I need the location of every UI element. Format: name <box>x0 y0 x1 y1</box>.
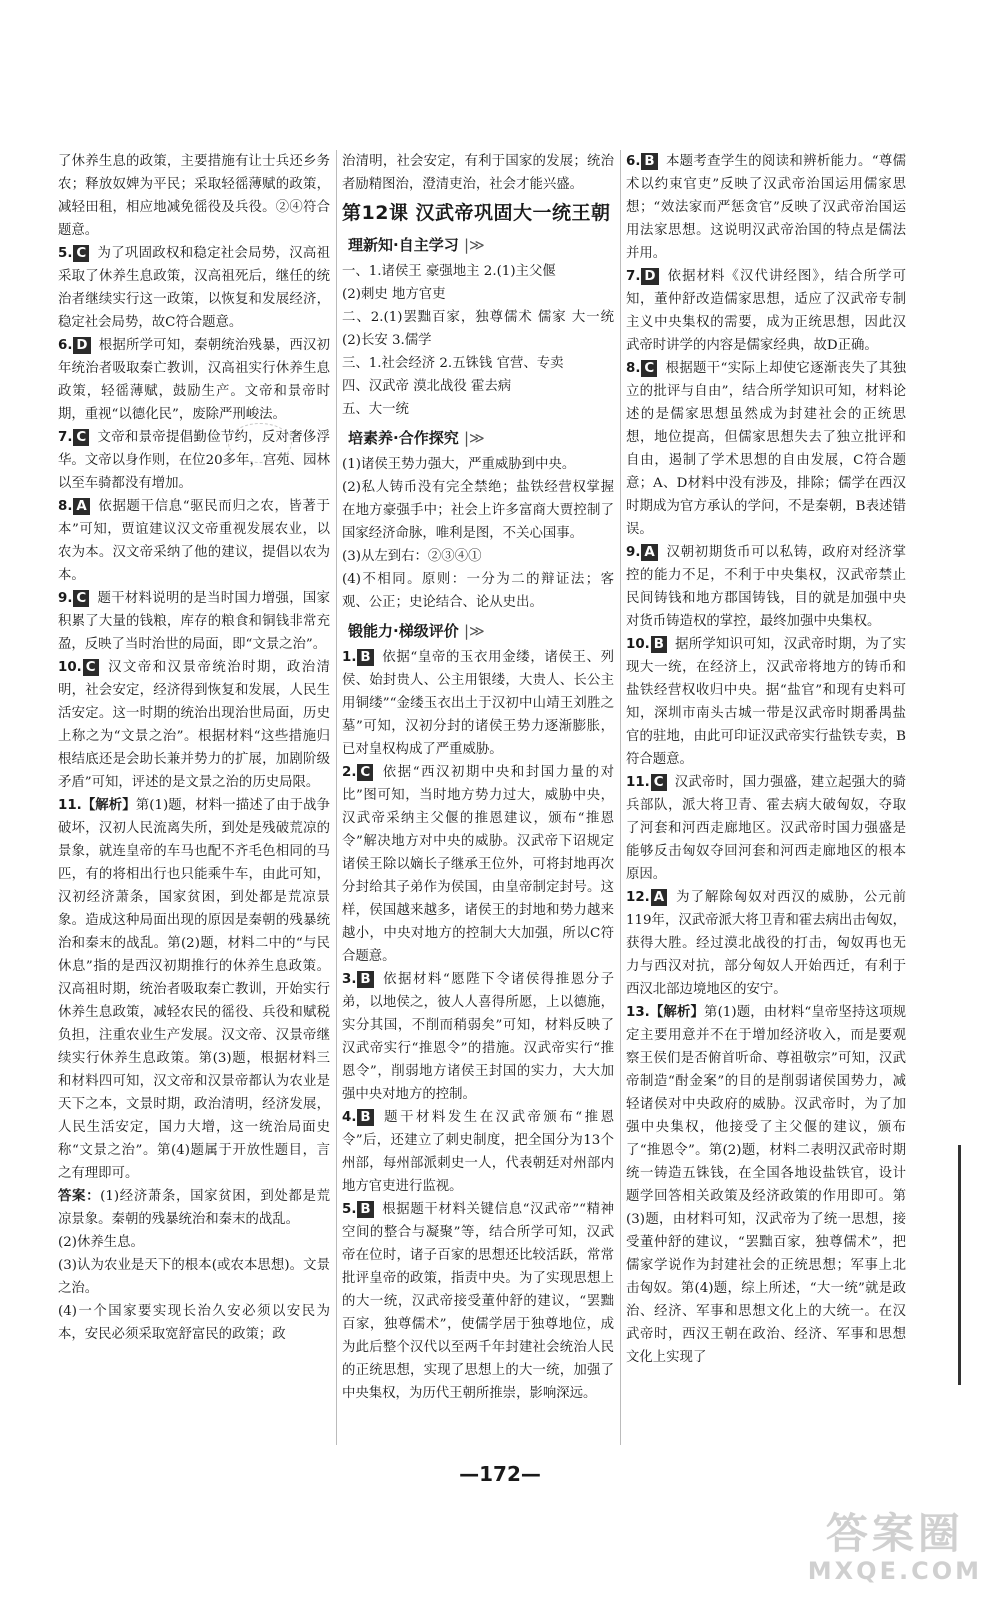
question-number: 13. <box>626 1005 650 1020</box>
explanation-text: 依据“西汉初期中央和封国力量的对比”图可知，当时地方势力过大，威胁中央，汉武帝采纳主父偃的推恩建议，颁布“推恩令”解决地方对中央的威胁。汉武帝下诏规定诸侯王除以嫡长子继承王位外，可将封地再次分封给其子弟作为侯国，由皇帝制定封号。这样，侯国越来越多，诸侯王的封地和势力越来越小，中央对地方的控制大大加强，所以C符合题意。 <box>342 765 614 964</box>
explanation-text: 了休养生息的政策，主要措施有让士兵还乡务农；释放奴婢为平民；采取轻徭薄赋的政策，减轻田租，相应地减免徭役及兵役。②④符合题意。 <box>58 154 330 238</box>
answer-badge: D <box>73 337 90 354</box>
answer-badge: A <box>73 498 89 515</box>
col2.items-item <box>342 646 614 761</box>
col3.items-item <box>626 265 906 357</box>
question-number: 11. <box>626 775 650 790</box>
question-number: 4. <box>342 1110 357 1125</box>
col1.paragraphs-item <box>58 334 330 426</box>
question-number: 8. <box>626 361 641 376</box>
col3-question-list <box>626 150 906 1369</box>
explanation-text: 根据题干“实际上却使它逐渐丧失了其独立的批评与自由”，结合所学知识可知，材料论述的是儒家思想虽然成为封建社会的正统思想，地位提高，但儒家思想失去了独立批评和自由，遏制了学术思想的自由发展，C符合题意；A、D材料中没有涉及，排除；儒学在西汉时期成为官方承认的学问，不是秦朝，B表述错误。 <box>626 361 906 537</box>
analysis-tag: 答案： <box>58 1189 101 1204</box>
answer-badge: A <box>641 544 657 561</box>
question-number: 2. <box>342 765 357 780</box>
chevron-right-icon: |≫ <box>463 622 485 640</box>
col1.paragraphs-item <box>58 656 330 794</box>
answer-badge: C <box>73 429 89 446</box>
col3.items-item <box>626 633 906 771</box>
answer-line: 五、大一统 <box>342 402 409 417</box>
explanation-text: 汉武帝时，国力强盛，建立起强大的骑兵部队，派大将卫青、霍去病大破匈奴，夺取了河套和河西走廊地区。汉武帝时国力强盛是能够反击匈奴夺回河套和河西走廊地区的根本原因。 <box>626 775 906 882</box>
col1.paragraphs-item <box>58 1185 330 1231</box>
column-1 <box>58 150 330 1346</box>
watermark-line-2: MXQE.COM <box>807 1557 982 1585</box>
answer-line: (3)从左到右：②③④① <box>342 549 482 564</box>
explanation-text: (2)休养生息。 <box>58 1235 144 1250</box>
lesson-title: 第12课 汉武帝巩固大一统王朝 <box>342 202 611 224</box>
col1.paragraphs-item <box>58 1300 330 1346</box>
col2-top-text: 治清明，社会安定，有利于国家的发展；统治者励精图治，澄清吏治，社会才能兴盛。 <box>342 154 614 192</box>
analysis-tag: 【解析】 <box>81 798 136 813</box>
answer-badge: D <box>641 268 658 285</box>
answer-badge: B <box>357 971 373 988</box>
col3.items-item <box>626 886 906 1001</box>
sec2-answer-list <box>342 453 614 614</box>
col3.items-item <box>626 541 906 633</box>
explanation-text: 题干材料说明的是当时国力增强，国家积累了大量的钱粮，库存的粮食和铜钱非常充盈，反映了当时治世的局面，即“文景之治”。 <box>58 591 330 652</box>
section-heading-2-text: 培素养·合作探究 <box>348 429 459 447</box>
section-heading-1 <box>342 232 614 258</box>
explanation-text: 依据“皇帝的玉衣用金缕，诸侯王、列侯、始封贵人、公主用银缕，大贵人、长公主用铜缕”“金缕玉衣出土于汉初中山靖王刘胜之墓”可知，汉初分封的诸侯王势力逐渐膨胀，已对皇权构成了严重威胁。 <box>342 650 614 757</box>
column-3 <box>626 150 906 1369</box>
column-divider-1 <box>336 150 337 1445</box>
answer-line: (2)刺史 地方官吏 <box>342 287 446 302</box>
question-number: 5. <box>58 246 73 261</box>
answer-line: 三、1.社会经济 2.五铢钱 官营、专卖 <box>342 356 564 371</box>
explanation-text: (3)认为农业是天下的根本(或农本思想)。文景之治。 <box>58 1258 330 1296</box>
answer-line: (2)私人铸币没有完全禁绝；盐铁经营权掌握在地方豪强手中；社会上许多富商大贾控制了国家经济命脉，唯利是图，不关心国事。 <box>342 480 614 541</box>
explanation-text: 文帝和景帝提倡勤俭节约，反对奢侈浮华。文帝以身作则，在位20多年，宫苑、园林以至车骑都没有增加。 <box>58 430 330 491</box>
question-number: 9. <box>626 545 641 560</box>
col2.items-item <box>342 761 614 968</box>
page-number: —172— <box>459 1462 541 1486</box>
watermark-logo <box>808 1510 982 1584</box>
question-number: 10. <box>58 660 82 675</box>
col1.paragraphs-item <box>58 150 330 242</box>
col1.paragraphs-item <box>58 587 330 656</box>
answer-line: (1)诸侯王势力强大，严重威胁到中央。 <box>342 457 576 472</box>
question-number: 7. <box>58 430 73 445</box>
section-heading-2 <box>342 425 614 451</box>
stamp-mark <box>228 423 292 463</box>
column-2 <box>342 150 614 1405</box>
answer-line: 一、1.诸侯王 豪强地主 2.(1)主父偃 <box>342 264 556 279</box>
section-heading-1-text: 理新知·自主学习 <box>348 236 459 254</box>
chevron-right-icon: |≫ <box>463 429 485 447</box>
question-number: 9. <box>58 591 73 606</box>
col3.items-item <box>626 771 906 886</box>
explanation-text: (4)一个国家要实现长治久安必须以安民为本，安民必须采取宽舒富民的政策；政 <box>58 1304 330 1342</box>
explanation-text: 第(1)题，由材料“皇帝坚持这项规定主要用意并不在于增加经济收入，而是要观察王侯们是否俯首听命、尊祖敬宗”可知，汉武帝制造“酎金案”的目的是削弱诸侯国势力，减轻诸侯对中央政府的威胁。汉武帝时，为了加强中央集权，他接受了主父偃的建议，颁布了“推恩令”。第(2)题，材料二表明汉武帝时期统一铸造五铢钱，在全国各地设盐铁官，设计题学回答相关政策及经济政策的作用即可。第(3)题，由材料可知，汉武帝为了统一思想，接受董仲舒的建议，“罢黜百家，独尊儒术”，把儒家学说作为封建社会的正统思想；军事上北击匈奴。第(4)题，综上所述，“大一统”就是政治、经济、军事和思想文化上的大统一。在汉武帝时，西汉王朝在政治、经济、军事和思想文化上实现了 <box>626 1005 906 1365</box>
answer-badge: B <box>357 649 373 666</box>
explanation-text: 汉朝初期货币可以私铸，政府对经济掌控的能力不足，不利于中央集权，汉武帝禁止民间铸钱和地方郡国铸钱，目的就是加强中央对货币铸造权的掌控，最终加强中央集权。 <box>626 545 906 629</box>
explanation-text: 据所学知识可知，汉武帝时期，为了实现大一统，在经济上，汉武帝将地方的铸币和盐铁经营权收归中央。据“盐官”和现有史料可知，深圳市南头古城一带是汉武帝时期番禺盐官的驻地，由此可印证汉武帝实行盐铁专卖，B符合题意。 <box>626 637 906 767</box>
explanation-text: (1)经济萧条，国家贫困，到处都是荒凉景象。秦朝的残暴统治和秦末的战乱。 <box>58 1189 330 1227</box>
explanation-text: 根据题干材料关键信息“汉武帝”“精神空间的整合与凝聚”等，结合所学可知，汉武帝在位时，诸子百家的思想还比较活跃，常常批评皇帝的政策，指责中央。为了实现思想上的大一统，汉武帝接受董仲舒的建议，“罢黜百家，独尊儒术”，使儒学居于独尊地位，成为此后整个汉代以至两千年封建社会统治人民的正统思想，实现了思想上的大一统，加强了中央集权，为历代王朝所推崇，影响深远。 <box>342 1202 614 1401</box>
explanation-text: 为了巩固政权和稳定社会局势，汉高祖采取了休养生息政策，汉高祖死后，继任的统治者继续实行这一政策，以恢复和发展经济，稳定社会局势，故C符合题意。 <box>58 246 330 330</box>
col2-question-list <box>342 646 614 1405</box>
section-heading-3-text: 锻能力·梯级评价 <box>348 622 459 640</box>
answer-badge: C <box>651 774 667 791</box>
question-number: 6. <box>58 338 73 353</box>
answer-badge: B <box>651 636 667 653</box>
answer-line: 四、汉武帝 漠北战役 霍去病 <box>342 379 512 394</box>
answer-badge: C <box>83 659 99 676</box>
question-number: 3. <box>342 972 357 987</box>
answer-badge: B <box>357 1109 373 1126</box>
col1-paragraph-list <box>58 150 330 1346</box>
col3.items-item <box>626 1001 906 1369</box>
answer-badge: B <box>641 153 657 170</box>
question-number: 11. <box>58 798 82 813</box>
col1.paragraphs-item <box>58 242 330 334</box>
section-heading-3 <box>342 618 614 644</box>
col2.items-item <box>342 1106 614 1198</box>
explanation-text: 依据材料“愿陛下令诸侯得推恩分子弟，以地侯之，彼人人喜得所愿，上以德施，实分其国，不削而稍弱矣”可知，材料反映了汉武帝实行“推恩令”的措施。汉武帝实行“推恩令”，削弱地方诸侯王封国的实力，大大加强中央对地方的控制。 <box>342 972 614 1102</box>
watermark-line-1: 答案圈 <box>825 1509 964 1558</box>
explanation-text: 题干材料发生在汉武帝颁布“推恩令”后，还建立了刺史制度，把全国分为13个州部，每州部派刺史一人，代表朝廷对州部内地方官吏进行监视。 <box>342 1110 614 1194</box>
question-number: 5. <box>342 1202 357 1217</box>
explanation-text: 依据题干信息“驱民而归之农，皆著于本”可知，贾谊建议汉文帝重视发展农业，以农为本。汉文帝采纳了他的建议，提倡以农为本。 <box>58 499 330 583</box>
col1.paragraphs-item <box>58 794 330 1185</box>
col1.paragraphs-item <box>58 1254 330 1300</box>
answer-line: (4)不相同。原则：一分为二的辩证法；客观、公正；史论结合、论从史出。 <box>342 572 614 610</box>
chevron-right-icon: |≫ <box>463 236 485 254</box>
col2.items-item <box>342 1198 614 1405</box>
col2.items-item <box>342 968 614 1106</box>
explanation-text: 为了解除匈奴对西汉的威胁，公元前119年，汉武帝派大将卫青和霍去病出击匈奴，获得大胜。经过漠北战役的打击，匈奴再也无力与西汉对抗，部分匈奴人开始西迁，有利于西汉北部边境地区的安宁。 <box>626 890 906 997</box>
explanation-text: 汉文帝和汉景帝统治时期，政治清明，社会安定，经济得到恢复和发展，人民生活安定。这一时期的统治出现治世局面，历史上称之为“文景之治”。根据材料“这些措施归根结底还是会助长兼并势力的扩展，加剧阶级矛盾”可知，评述的是文景之治的历史局限。 <box>58 660 330 790</box>
explanation-text: 依据材料《汉代讲经图》，结合所学可知，董仲舒改造儒家思想，适应了汉武帝专制主义中央集权的需要，成为正统思想，因此汉武帝时讲学的内容是儒家经典，故D正确。 <box>626 269 906 353</box>
margin-bar <box>958 1145 961 1385</box>
answer-badge: C <box>357 764 373 781</box>
explanation-text: 根据所学可知，秦朝统治残暴，西汉初年统治者吸取秦亡教训，汉高祖实行休养生息政策，轻徭薄赋，鼓励生产。文帝和景帝时期，重视“以德化民”，废除严刑峻法。 <box>58 338 330 422</box>
question-number: 7. <box>626 269 641 284</box>
question-number: 12. <box>626 890 650 905</box>
col1.paragraphs-item <box>58 1231 330 1254</box>
answer-badge: C <box>73 245 89 262</box>
analysis-tag: 【解析】 <box>649 1005 705 1020</box>
column-divider-2 <box>620 150 621 1445</box>
question-number: 6. <box>626 154 641 169</box>
col3.items-item <box>626 357 906 541</box>
answer-badge: B <box>357 1201 373 1218</box>
explanation-text: 第(1)题，材料一描述了由于战争破坏，汉初人民流离失所，到处是残破荒凉的景象，就连皇帝的车马也配不齐毛色相同的马匹，有的将相出行也只能乘牛车，由此可知，汉初经济萧条，国家贫困，到处都是荒凉景象。造成这种局面出现的原因是秦朝的残暴统治和秦末的战乱。第(2)题，材料二中的“与民休息”指的是西汉初期推行的休养生息政策。汉高祖时期，统治者吸取秦亡教训，开始实行休养生息政策，减轻农民的徭役、兵役和赋税负担，注重农业生产发展。汉文帝、汉景帝继续实行休养生息政策。第(3)题，根据材料三和材料四可知，汉文帝和汉景帝都认为农业是天下之本，文景时期，政治清明，经济发展，人民生活安定，国力大增，这一统治局面史称“文景之治”。第(4)题属于开放性题目，言之有理即可。 <box>58 798 331 1181</box>
question-number: 8. <box>58 499 73 514</box>
answer-badge: C <box>641 360 657 377</box>
explanation-text: 本题考查学生的阅读和辨析能力。“尊儒术以约束官吏”反映了汉武帝治国运用儒家思想；“效法家而严惩贪官”反映了汉武帝治国运用法家思想。这说明汉武帝治国的特点是儒法并用。 <box>626 154 906 261</box>
question-number: 10. <box>626 637 650 652</box>
answer-badge: A <box>651 889 667 906</box>
col1.paragraphs-item <box>58 495 330 587</box>
col3.items-item <box>626 150 906 265</box>
question-number: 1. <box>342 650 357 665</box>
answer-badge: C <box>73 590 89 607</box>
answer-line: 二、2.(1)罢黜百家，独尊儒术 儒家 大一统 (2)长安 3.儒学 <box>342 310 614 348</box>
sec1-answer-list <box>342 260 614 421</box>
